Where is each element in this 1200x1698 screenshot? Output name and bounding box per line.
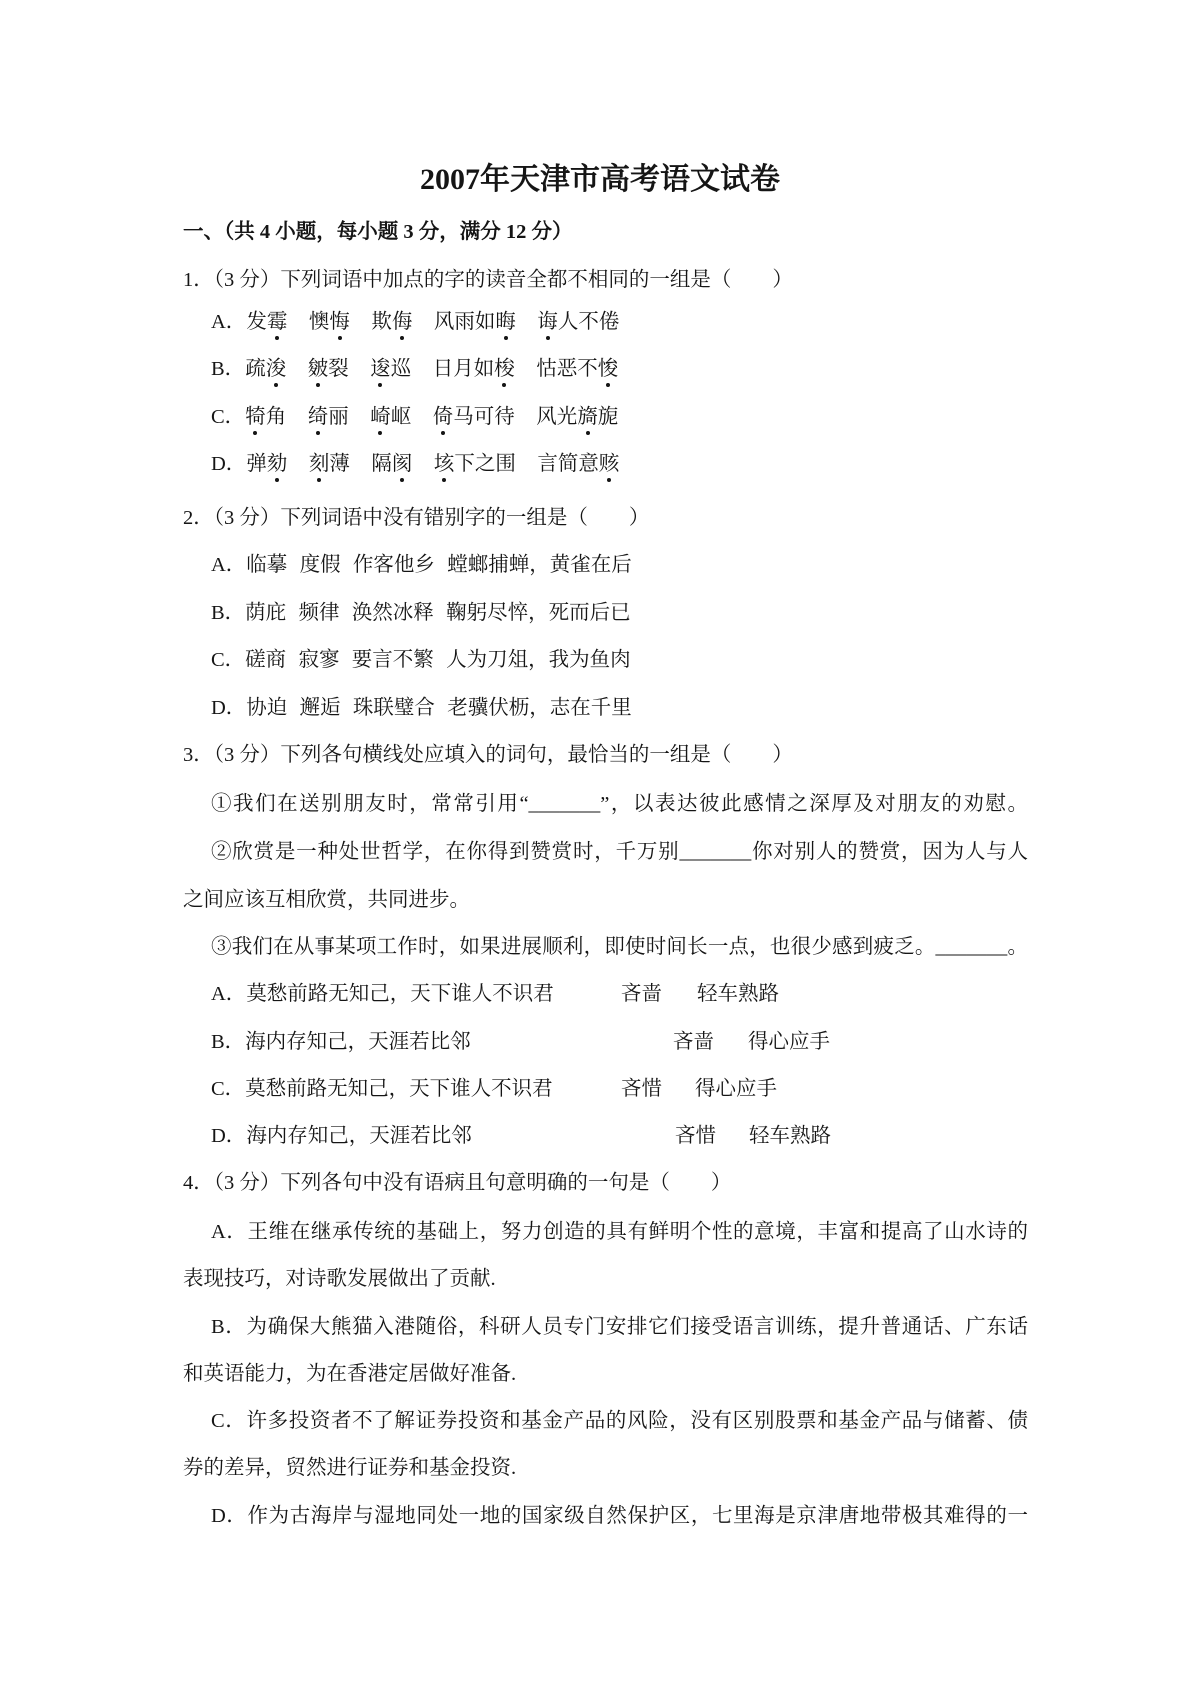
dotted-char: 浚 [266, 354, 287, 384]
option-word [371, 449, 412, 479]
question-3-sentence-2: ②欣赏是一种处世哲学，在你得到赞赏时，千万别_______你对别人的赞赏，因为人与人 [211, 841, 1028, 863]
word-text: 懊 [308, 311, 330, 333]
option-word [308, 354, 349, 384]
dotted-char: 刻 [309, 449, 330, 479]
word-text: 薄 [329, 453, 350, 475]
word-text: 裂 [328, 358, 349, 380]
word-text: 弹 [246, 453, 267, 475]
word-text: 风光 [536, 406, 578, 428]
dotted-char: 晦 [495, 307, 516, 337]
word-text: 马可待 [453, 406, 515, 428]
dotted-char: 悛 [598, 354, 619, 384]
option-word [246, 307, 287, 337]
word-text: 欺 [371, 311, 392, 333]
option-label: D． [211, 453, 247, 475]
question-4-option-b-continued: 和英语能力，为在香港定居做好准备. [183, 1363, 517, 1385]
question-3-sentence-3: ③我们在从事某项工作时，如果进展顺利，即使时间长一点，也很少感到疲乏。_______。 [211, 936, 1028, 958]
option-word-1: 吝啬 [621, 983, 662, 1005]
question-2-option-d: D．协迫 邂逅 珠联璧合 老骥伏枥，志在千里 [211, 697, 632, 719]
dotted-char: 梭 [494, 354, 515, 384]
word-text: 日月如 [432, 358, 495, 380]
question-1-option-c [211, 402, 640, 432]
option-word [245, 354, 286, 384]
dotted-char: 倚 [433, 402, 454, 432]
option-word [433, 354, 515, 384]
dotted-char: 垓 [434, 449, 455, 479]
dotted-char: 阂 [392, 449, 413, 479]
option-label: B． [211, 1031, 246, 1053]
question-3-sentence-2-continued: 之间应该互相欣赏，共同进步。 [183, 889, 470, 911]
question-1-option-b [211, 354, 640, 384]
question-1-stem: 1．（3 分）下列词语中加点的字的读音全都不相同的一组是（ ） [183, 269, 793, 291]
option-label: A． [211, 983, 247, 1005]
question-2-option-a: A．临摹 度假 作客他乡 螳螂捕蝉，黄雀在后 [211, 554, 632, 576]
word-text: 角 [265, 406, 287, 428]
dotted-char: 皴 [308, 354, 329, 384]
question-2-option-b: B．荫庇 频律 涣然冰释 鞠躬尽悴，死而后已 [211, 602, 631, 624]
option-label: A． [211, 311, 247, 333]
option-word [309, 307, 350, 337]
word-text: 发 [246, 311, 267, 333]
option-verse: 莫愁前路无知己，天下谁人不识君 [245, 1078, 553, 1100]
dotted-char: 犄 [245, 402, 266, 432]
option-label: B． [211, 358, 246, 380]
dotted-char: 绮 [308, 402, 329, 432]
option-word-2: 轻车熟路 [749, 1125, 831, 1147]
option-word [537, 449, 619, 479]
exam-title: 2007年天津市高考语文试卷 [420, 163, 780, 196]
option-word-2: 得心应手 [695, 1078, 777, 1100]
option-word [245, 402, 286, 432]
word-text: 旎 [597, 406, 619, 428]
question-3-option-d [211, 1121, 831, 1151]
word-text: 怙恶不 [536, 358, 598, 380]
word-text: 丽 [328, 406, 349, 428]
option-word [536, 354, 618, 384]
question-4-option-a-continued: 表现技巧，对诗歌发展做出了贡献. [183, 1268, 496, 1290]
question-1-option-a [211, 307, 641, 337]
dotted-char: 赅 [599, 449, 620, 479]
question-3-option-b [211, 1027, 830, 1057]
question-4-option-a: A．王维在继承传统的基础上，努力创造的具有鲜明个性的意境，丰富和提高了山水诗的 [211, 1221, 1028, 1243]
dotted-char: 侮 [392, 307, 413, 337]
question-4-option-c: C．许多投资者不了解证券投资和基金产品的风险，没有区别股票和基金产品与储蓄、债 [211, 1410, 1028, 1432]
question-4-stem: 4．（3 分）下列各句中没有语病且句意明确的一句是（ ） [183, 1172, 732, 1194]
option-label: C． [211, 406, 246, 428]
word-text: 人不倦 [557, 311, 620, 333]
word-text: 隔 [371, 453, 392, 475]
dotted-char: 霉 [267, 307, 288, 337]
option-word [370, 402, 411, 432]
question-3-stem: 3．（3 分）下列各句横线处应填入的词句，最恰当的一组是（ ） [183, 744, 793, 766]
option-word-1: 吝惜 [621, 1078, 662, 1100]
option-word [246, 449, 287, 479]
dotted-char: 劾 [267, 449, 288, 479]
word-text: 风雨如 [433, 311, 496, 333]
dotted-char: 逡 [370, 354, 391, 384]
question-4-option-c-continued: 券的差异，贸然进行证券和基金投资. [183, 1457, 517, 1479]
option-word [308, 402, 349, 432]
option-label: D． [211, 1125, 247, 1147]
dotted-char: 旖 [577, 402, 598, 432]
word-text: 下之围 [454, 453, 516, 475]
question-3-option-a [211, 979, 779, 1009]
option-word [434, 449, 516, 479]
dotted-char: 诲 [537, 307, 558, 337]
question-2-stem: 2．（3 分）下列词语中没有错别字的一组是（ ） [183, 507, 650, 529]
option-word-2: 轻车熟路 [697, 983, 779, 1005]
option-word [537, 307, 619, 337]
word-text: 疏 [245, 358, 266, 380]
option-word-1: 吝啬 [673, 1031, 714, 1053]
option-word [309, 449, 350, 479]
option-word [433, 402, 515, 432]
word-text: 岖 [390, 406, 412, 428]
option-verse: 海内存知己，天涯若比邻 [245, 1031, 471, 1053]
word-text: 言简意 [537, 453, 599, 475]
question-3-sentence-1: ①我们在送别朋友时，常常引用“_______”，以表达彼此感情之深厚及对朋友的劝慰。 [211, 793, 1028, 815]
question-3-option-c [211, 1074, 777, 1104]
dotted-char: 悔 [329, 307, 350, 337]
option-word-2: 得心应手 [748, 1031, 830, 1053]
dotted-char: 崎 [370, 402, 391, 432]
option-word [536, 402, 618, 432]
word-text: 巡 [390, 358, 412, 380]
option-verse: 莫愁前路无知己，天下谁人不识君 [246, 983, 554, 1005]
question-2-option-c: C．磋商 寂寥 要言不繁 人为刀俎，我为鱼肉 [211, 649, 631, 671]
section-heading: 一、（共 4 小题，每小题 3 分，满分 12 分） [183, 221, 573, 243]
question-4-option-d: D．作为古海岸与湿地同处一地的国家级自然保护区，七里海是京津唐地带极其难得的一 [211, 1505, 1028, 1527]
option-word [370, 354, 411, 384]
option-verse: 海内存知己，天涯若比邻 [246, 1125, 472, 1147]
option-word-1: 吝惜 [675, 1125, 716, 1147]
option-word [371, 307, 412, 337]
option-label: C． [211, 1078, 246, 1100]
option-word [434, 307, 516, 337]
question-4-option-b: B．为确保大熊猫入港随俗，科研人员专门安排它们接受语言训练，提升普通话、广东话 [211, 1316, 1028, 1338]
question-1-option-d [211, 449, 641, 479]
